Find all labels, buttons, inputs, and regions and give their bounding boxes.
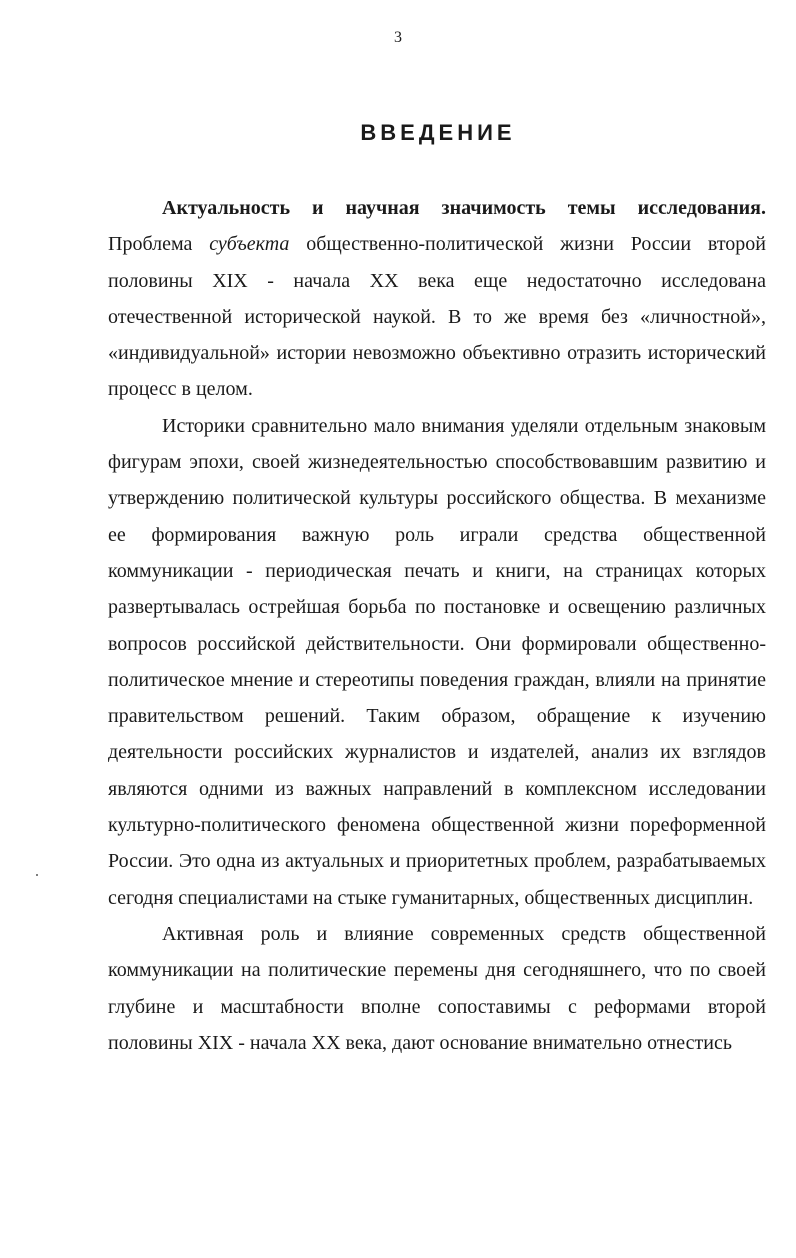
paragraph-text: Проблема: [108, 233, 210, 256]
paragraph-lead-heading: Актуальность и научная значимость темы исследования.: [162, 197, 766, 219]
paragraph-text: общественно-политической жизни России второй половины XIX - начала XX века еще недостаточно исследована отечественной исторической наукой. В то же время без «личностной», «индивидуальной» истории невозможно объективно отразить исторический процесс в целом.: [108, 233, 766, 401]
paragraph-relevance: [108, 190, 766, 408]
paragraph-historians: Историки сравнительно мало внимания уделяли отдельным знаковым фигурам эпохи, своей жизнедеятельностью способствовавшим развитию и утверждению политической культуры российского общества. В механизме ее формирования важную роль играли средства общественной коммуникации - периодическая печать и книги, на страницах которых развертывалась острейшая борьба по постановке и освещению различных вопросов российской действительности. Они формировали общественно-политическое мнение и стереотипы поведения граждан, влияли на принятие правительством решений. Таким образом, обращение к изучению деятельности российских журналистов и издателей, анализ их взглядов являются одними из важных направлений в комплексном исследовании культурно-политического феномена общественной жизни пореформенной России. Это одна из актуальных и приоритетных проблем, разрабатываемых сегодня специалистами на стыке гуманитарных, общественных дисциплин.: [108, 414, 766, 909]
scan-speck: [36, 874, 38, 876]
emphasized-term: субъекта: [209, 233, 290, 256]
document-body: [108, 190, 766, 1061]
paragraph-modern-media: Активная роль и влияние современных средств общественной коммуникации на политические перемены дня сегодняшнего, что по своей глубине и масштабности вполне сопоставимы с реформами второй половины XIX - начала XX века, дают основание внимательно отнестись: [108, 922, 766, 1054]
page-number: 3: [394, 29, 402, 46]
page-title: ВВЕДЕНИЕ: [360, 120, 516, 145]
